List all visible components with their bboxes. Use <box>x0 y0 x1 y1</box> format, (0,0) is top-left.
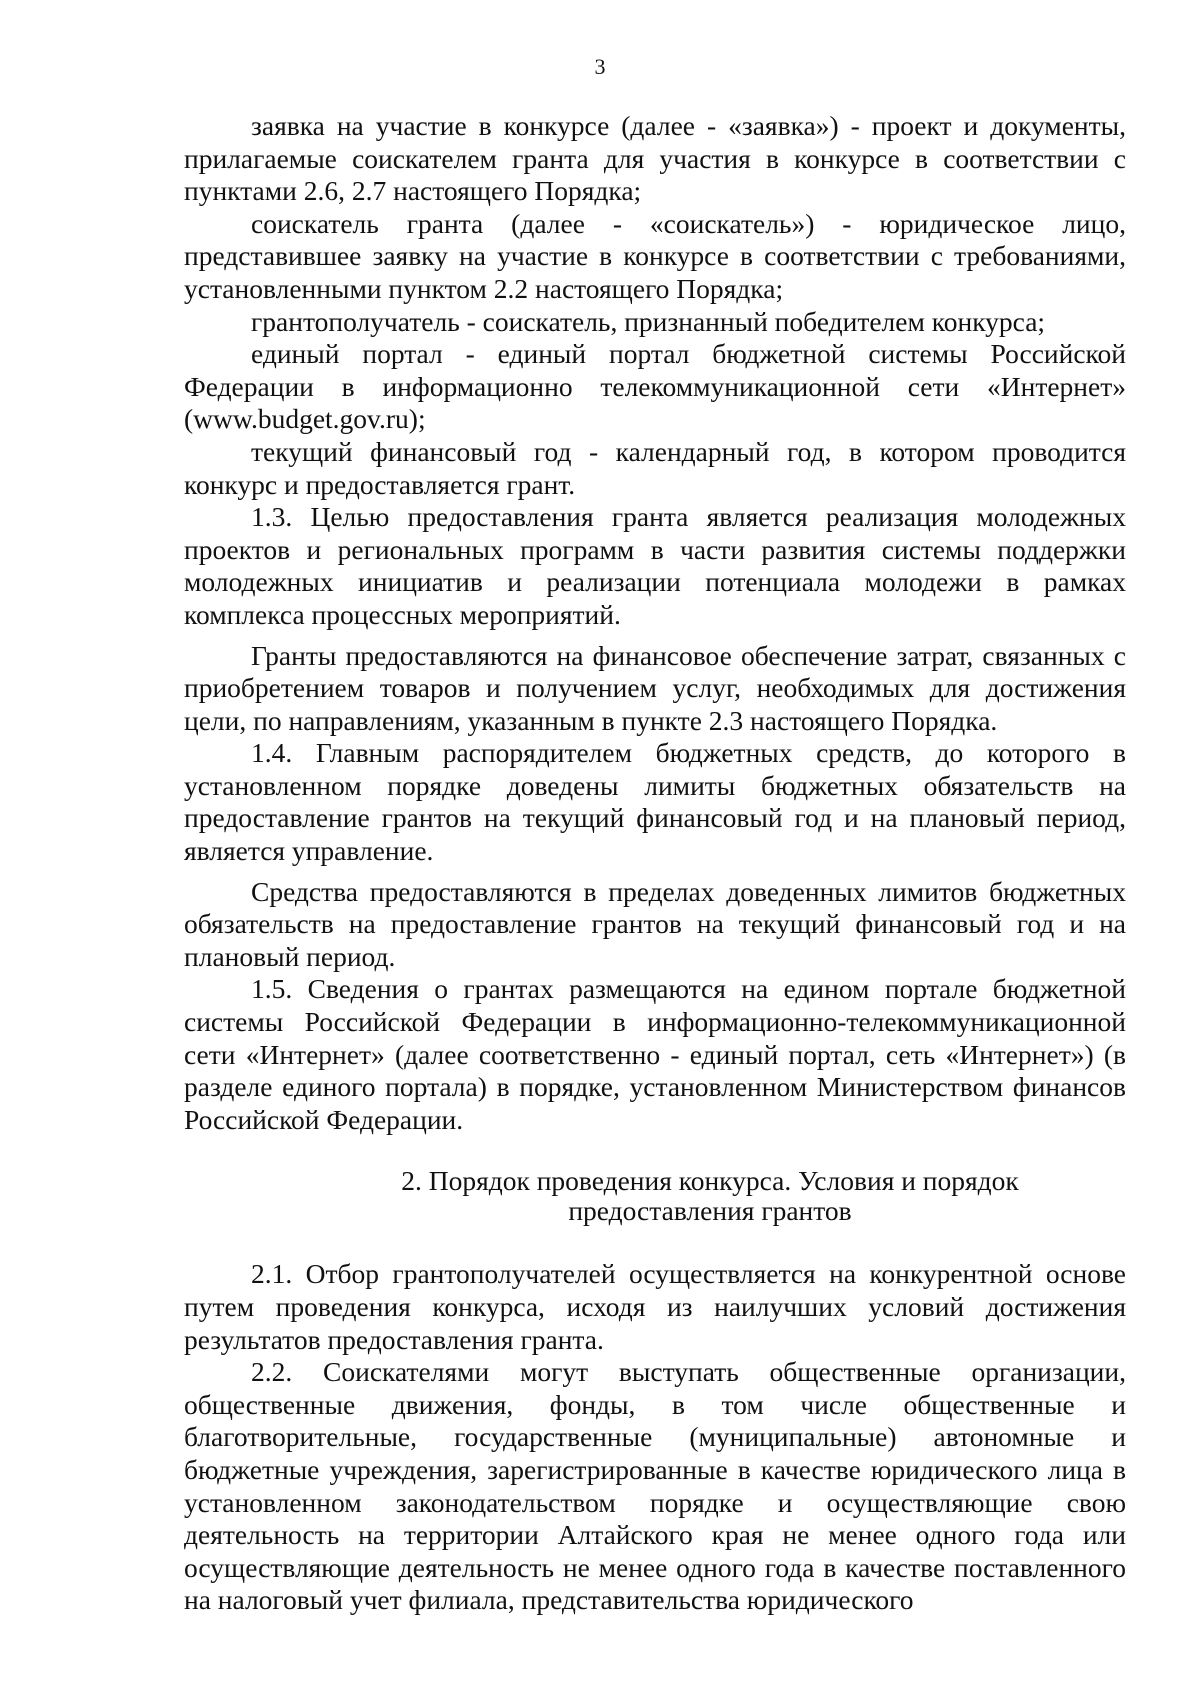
paragraph-1-5: 1.5. Сведения о грантах размещаются на едином портале бюджетной системы Российской Федерации в информационно-телекоммуникационной сети «Интернет» (далее соответственно - единый портал, сеть «Интернет») (в разделе единого портала) в порядке, установленном Министерством финансов Российской Федерации. <box>184 973 1126 1135</box>
paragraph-zayavka: заявка на участие в конкурсе (далее - «заявка») - проект и документы, прилагаемые соискателем гранта для участия в конкурсе в соответствии с пунктами 2.6, 2.7 настоящего Порядка; <box>184 110 1126 207</box>
paragraph-granty-predostavlyayutsya: Гранты предоставляются на финансовое обеспечение затрат, связанных с приобретением товаров и получением услуг, необходимых для достижения цели, по направлениям, указанным в пункте 2.3 настоящего Порядка. <box>184 639 1126 736</box>
document-body <box>184 110 1126 1617</box>
paragraph-2-2: 2.2. Соискателями могут выступать общественные организации, общественные движения, фонды, в том числе общественные и благотворительные, государственные (муниципальные) автономные и бюджетные учреждения, зарегистрированные в качестве юридического лица в установленном законодательством порядке и осуществляющие свою деятельность на территории Алтайского края не менее одного года или осуществляющие деятельность не менее одного года в качестве поставленного на налоговый учет филиала, представительства юридического <box>184 1356 1126 1616</box>
paragraph-soiskatel: соискатель гранта (далее - «соискатель») - юридическое лицо, представившее заявку на участие в конкурсе в соответствии с требованиями, установленными пунктом 2.2 настоящего Порядка; <box>184 207 1126 304</box>
paragraph-2-1: 2.1. Отбор грантополучателей осуществляется на конкурентной основе путем проведения конкурса, исходя из наилучших условий достижения результатов предоставления гранта. <box>184 1258 1126 1355</box>
paragraph-edinyi-portal: единый портал - единый портал бюджетной системы Российской Федерации в информационно телекоммуникационной сети «Интернет» (www.budget.gov.ru); <box>184 338 1126 435</box>
section-2-heading-line-2: предоставления грантов <box>568 1195 852 1227</box>
paragraph-sredstva: Средства предоставляются в пределах доведенных лимитов бюджетных обязательств на предоставление грантов на текущий финансовый год и на плановый период. <box>184 875 1126 972</box>
paragraph-grantopoluchatel: грантополучатель - соискатель, признанный победителем конкурса; <box>251 305 1046 337</box>
paragraph-finansovyi-god: текущий финансовый год - календарный год, в котором проводится конкурс и предоставляется грант. <box>184 435 1126 500</box>
section-2-heading <box>184 1166 1126 1226</box>
paragraph-1-3: 1.3. Целью предоставления гранта является реализация молодежных проектов и региональных программ в части развития системы поддержки молодежных инициатив и реализации потенциала молодежи в рамках комплекса процессных мероприятий. <box>184 501 1126 630</box>
page-number: 3 <box>594 54 606 79</box>
paragraph-1-4: 1.4. Главным распорядителем бюджетных средств, до которого в установленном порядке доведены лимиты бюджетных обязательств на предоставление грантов на текущий финансовый год и на плановый период, является управление. <box>184 737 1126 867</box>
section-2-heading-line-1: 2. Порядок проведения конкурса. Условия и порядок <box>401 1165 1019 1197</box>
